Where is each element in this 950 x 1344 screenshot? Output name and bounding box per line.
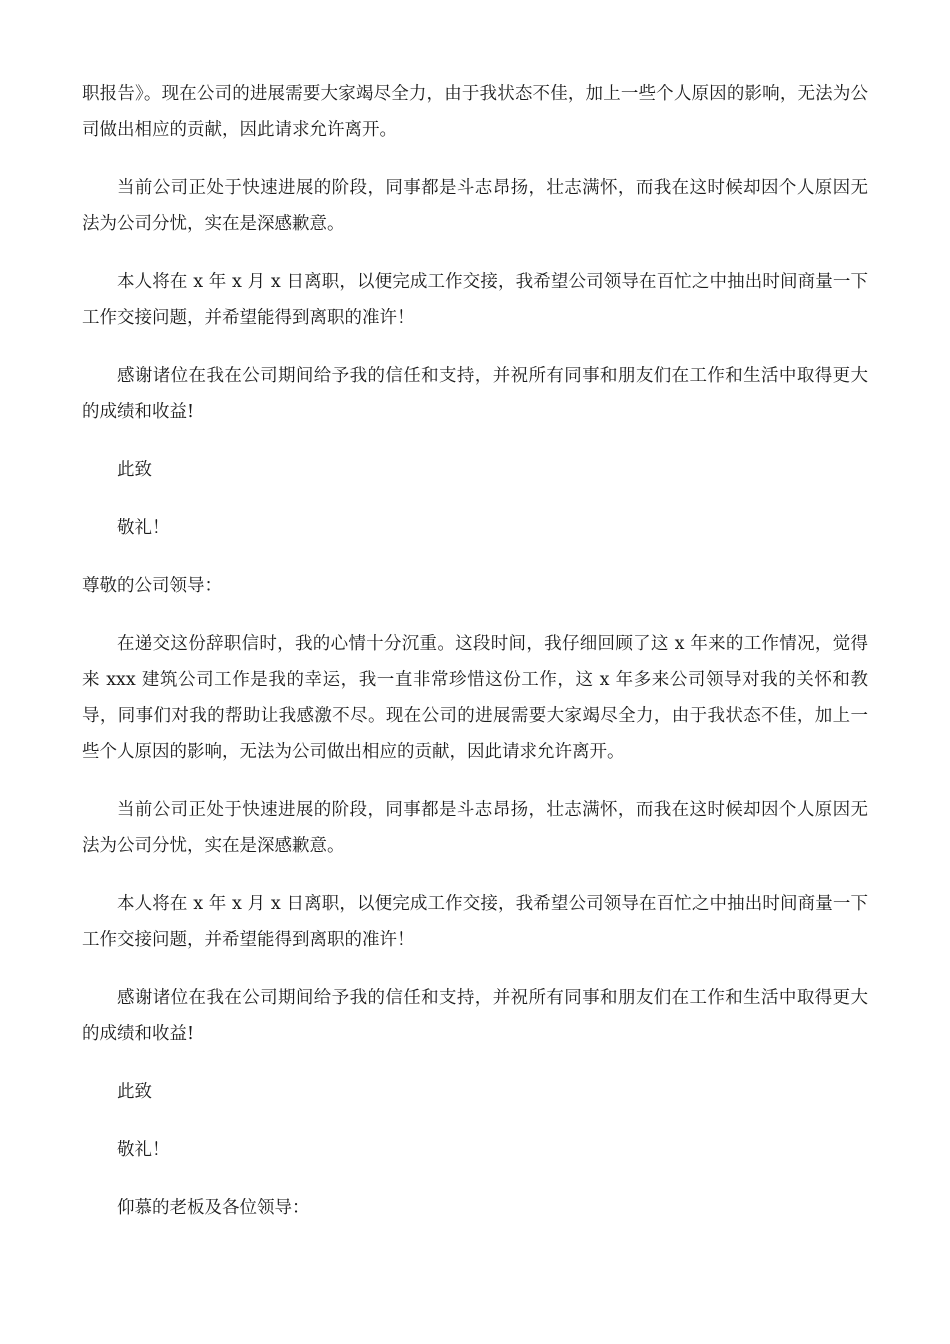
paragraph-apology: 当前公司正处于快速进展的阶段，同事都是斗志昂扬，壮志满怀，而我在这时候却因个人原因无法为公司分忧，实在是深感歉意。 <box>82 178 868 234</box>
closing-cizhi: 此致 <box>117 1082 152 1102</box>
document-body <box>82 76 868 1248</box>
closing-jingli: 敬礼！ <box>117 518 170 538</box>
paragraph-departure-date: 本人将在 x 年 x 月 x 日离职，以便完成工作交接，我希望公司领导在百忙之中抽出时间商量一下工作交接问题，并希望能得到离职的准许！ <box>82 894 868 950</box>
paragraph-thanks: 感谢诸位在我在公司期间给予我的信任和支持，并祝所有同事和朋友们在工作和生活中取得更大的成绩和收益! <box>82 366 868 422</box>
salutation: 尊敬的公司领导： <box>82 576 222 596</box>
paragraph-apology: 当前公司正处于快速进展的阶段，同事都是斗志昂扬，壮志满怀，而我在这时候却因个人原因无法为公司分忧，实在是深感歉意。 <box>82 800 868 856</box>
paragraph-departure-date: 本人将在 x 年 x 月 x 日离职，以便完成工作交接，我希望公司领导在百忙之中抽出时间商量一下工作交接问题，并希望能得到离职的准许！ <box>82 272 868 328</box>
closing-cizhi: 此致 <box>117 460 152 480</box>
salutation: 仰慕的老板及各位领导： <box>117 1198 310 1218</box>
paragraph-reflection: 在递交这份辞职信时，我的心情十分沉重。这段时间，我仔细回顾了这 x 年来的工作情况，觉得来 xxx 建筑公司工作是我的幸运，我一直非常珍惜这份工作，这 x 年多来公司领导对我的关怀和教导，同事们对我的帮助让我感激不尽。现在公司的进展需要大家竭尽全力，由于我状态不佳，加上一些个人原因的影响，无法为公司做出相应的贡献，因此请求允许离开。 <box>82 634 868 762</box>
paragraph-report-continuation: 职报告》。现在公司的进展需要大家竭尽全力，由于我状态不佳，加上一些个人原因的影响，无法为公司做出相应的贡献，因此请求允许离开。 <box>82 84 868 140</box>
closing-jingli: 敬礼！ <box>117 1140 170 1160</box>
paragraph-thanks: 感谢诸位在我在公司期间给予我的信任和支持，并祝所有同事和朋友们在工作和生活中取得更大的成绩和收益! <box>82 988 868 1044</box>
